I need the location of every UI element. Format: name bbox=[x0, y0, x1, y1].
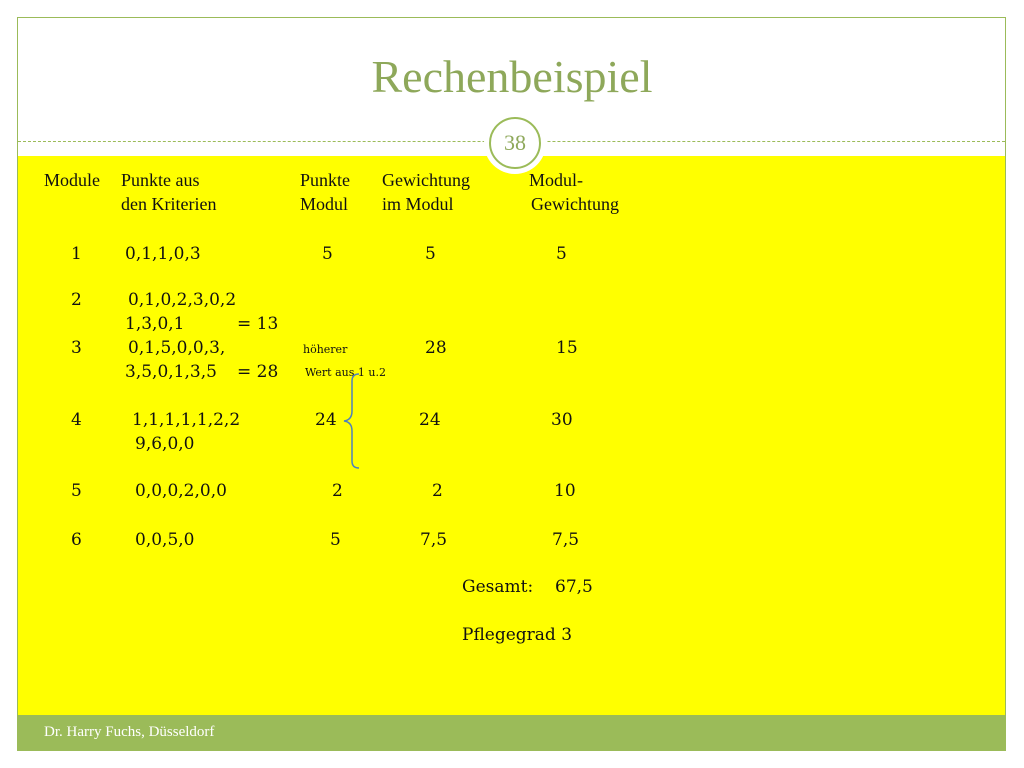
header-modul: Modul bbox=[300, 194, 349, 214]
header-gewichtung: Gewichtung bbox=[382, 170, 470, 190]
gesamt-value: 67,5 bbox=[555, 577, 593, 597]
row6-module: 6 bbox=[71, 530, 82, 550]
row1-modul-gewichtung: 5 bbox=[556, 244, 567, 264]
row5-modul-gewichtung: 10 bbox=[554, 481, 576, 501]
page-number: 38 bbox=[489, 117, 541, 169]
row1-points: 0,1,1,0,3 bbox=[125, 244, 201, 264]
row3-gewichtung: 28 bbox=[425, 338, 447, 358]
header-den-kriterien: den Kriterien bbox=[121, 194, 217, 214]
curly-brace-graphic bbox=[340, 371, 380, 471]
row4-module: 4 bbox=[71, 410, 82, 430]
header-module: Module bbox=[44, 170, 100, 190]
row1-gewichtung: 5 bbox=[425, 244, 436, 264]
row5-gewichtung: 2 bbox=[432, 481, 443, 501]
row6-points: 0,0,5,0 bbox=[135, 530, 195, 550]
header-modul-dash: Modul- bbox=[529, 170, 583, 190]
gesamt-label: Gesamt: bbox=[462, 577, 534, 597]
row3-modul-gewichtung: 15 bbox=[556, 338, 578, 358]
pflegegrad: Pflegegrad 3 bbox=[462, 625, 573, 645]
row3-points-line2: 3,5,0,1,3,5 bbox=[125, 362, 217, 382]
row5-module: 5 bbox=[71, 481, 82, 501]
row5-points: 0,0,0,2,0,0 bbox=[135, 481, 227, 501]
row1-punkte-modul: 5 bbox=[322, 244, 333, 264]
row5-punkte-modul: 2 bbox=[332, 481, 343, 501]
slide-title: Rechenbeispiel bbox=[371, 51, 653, 102]
row4-points-line2: 9,6,0,0 bbox=[135, 434, 195, 454]
row2-points-line1: 0,1,0,2,3,0,2 bbox=[128, 290, 237, 310]
page-number-badge bbox=[484, 112, 546, 174]
row3-note-line1: höherer bbox=[303, 343, 348, 356]
row4-gewichtung: 24 bbox=[419, 410, 441, 430]
row4-modul-gewichtung: 30 bbox=[551, 410, 573, 430]
row3-points-line1: 0,1,5,0,0,3, bbox=[128, 338, 226, 358]
header-modul-gewichtung: Gewichtung bbox=[531, 194, 619, 214]
row3-sum: = 28 bbox=[237, 362, 279, 382]
footer-author: Dr. Harry Fuchs, Düsseldorf bbox=[44, 724, 215, 740]
row4-punkte-modul: 24 bbox=[315, 410, 337, 430]
header-im-modul: im Modul bbox=[382, 194, 454, 214]
row2-points-line2: 1,3,0,1 bbox=[125, 314, 185, 334]
row2-sum: = 13 bbox=[237, 314, 279, 334]
row6-punkte-modul: 5 bbox=[330, 530, 341, 550]
row4-points-line1: 1,1,1,1,1,2,2 bbox=[132, 410, 241, 430]
row3-module: 3 bbox=[71, 338, 82, 358]
header-punkte: Punkte bbox=[300, 170, 351, 190]
row3-note-line2: Wert aus 1 u.2 bbox=[305, 366, 386, 379]
row1-module: 1 bbox=[71, 244, 82, 264]
footer-bar bbox=[18, 715, 1005, 751]
row2-module: 2 bbox=[71, 290, 82, 310]
row6-modul-gewichtung: 7,5 bbox=[552, 530, 580, 550]
header-punkte-aus: Punkte aus bbox=[121, 170, 200, 190]
row6-gewichtung: 7,5 bbox=[420, 530, 448, 550]
